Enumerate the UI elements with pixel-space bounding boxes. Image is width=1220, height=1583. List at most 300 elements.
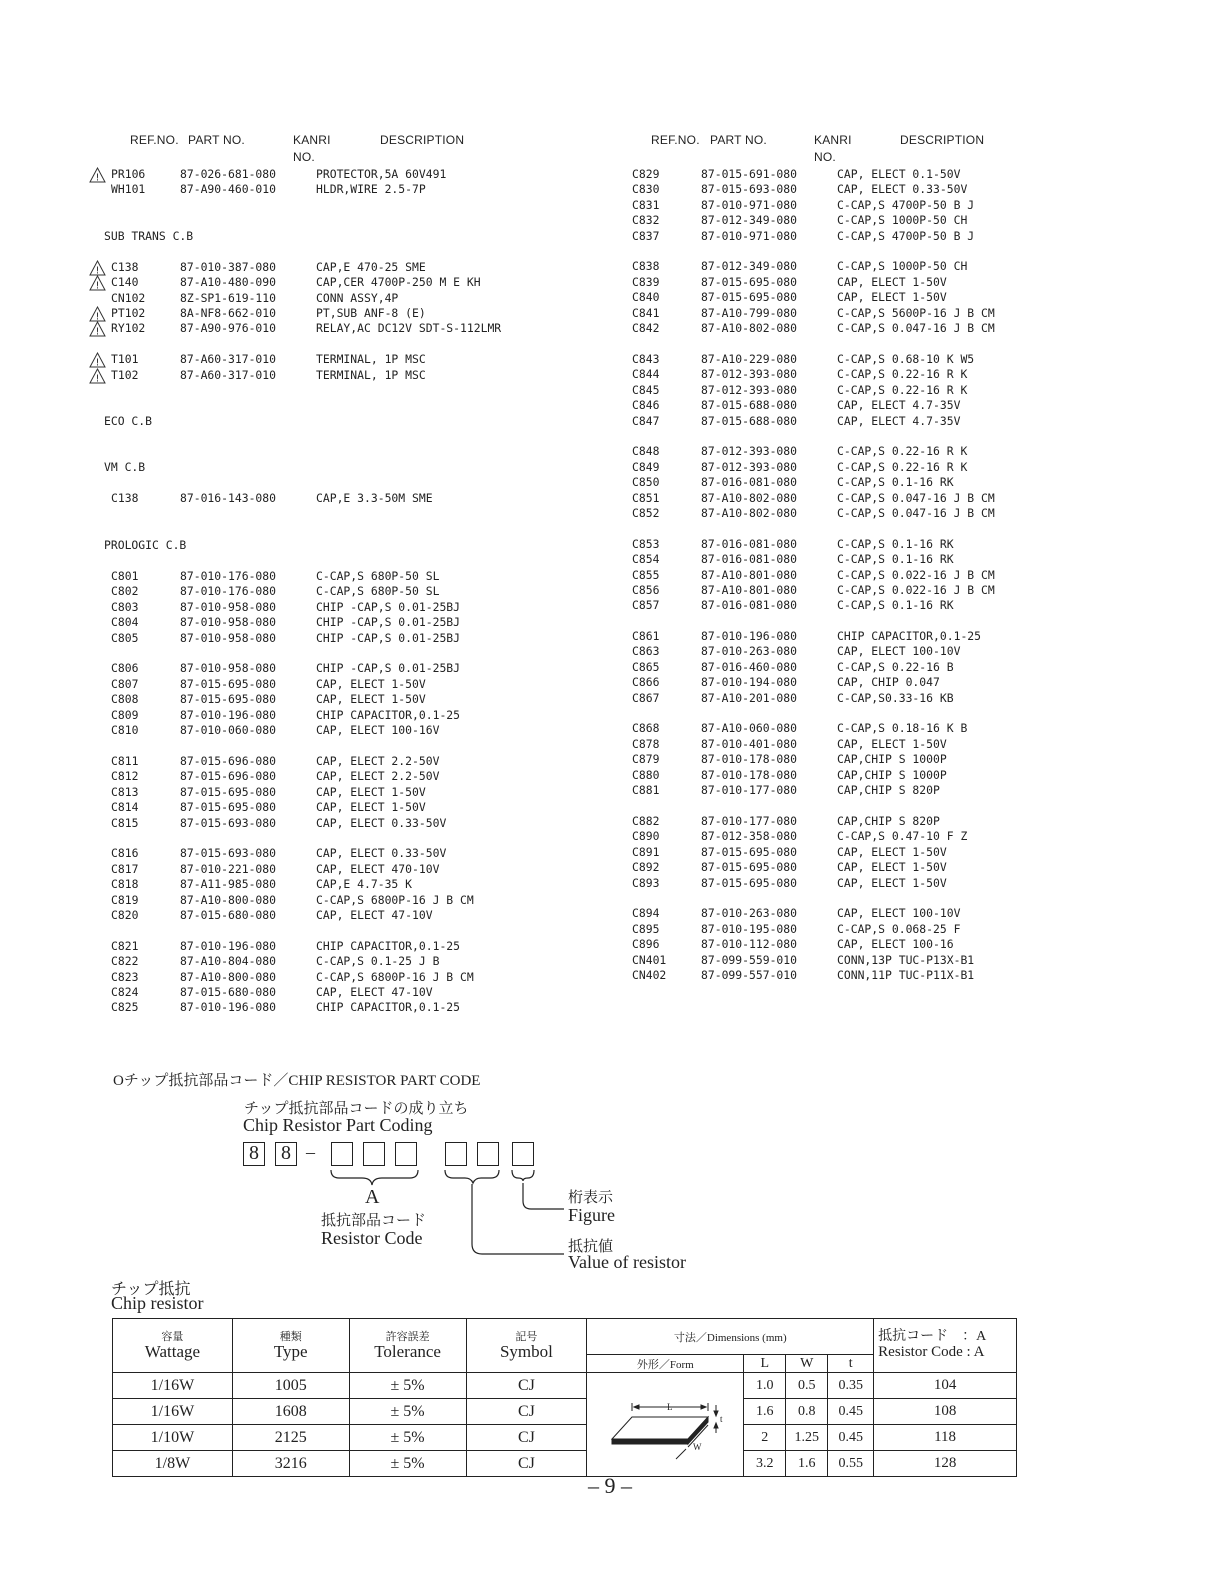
cell-wattage: 1/16W [113,1373,233,1399]
description: CAP, CHIP 0.047 [837,675,940,690]
part-no: 87-010-196-080 [180,707,277,722]
part-no: 87-010-176-080 [180,569,277,583]
type-en: Type [273,1341,308,1361]
description: CHIP CAPACITOR,0.1-25 [316,707,461,722]
header-kanri: KANRI [814,133,852,147]
part-no: 87-A10-804-080 [180,954,277,969]
svg-text:!: ! [95,265,100,276]
description: TERMINAL, 1P MSC [316,352,426,366]
ref-no: C837 [632,228,660,243]
description: CHIP CAPACITOR,0.1-25 [316,1000,461,1015]
description: CAP, ELECT 1-50V [837,875,947,890]
table-header-row [113,1319,1017,1355]
description: CHIP -CAP,S 0.01-25BJ [316,615,461,630]
cell-type: 3216 [232,1451,349,1477]
chip-form-drawing [590,1377,740,1467]
ref-no: C851 [632,490,660,505]
header-description: DESCRIPTION [900,133,985,147]
part-no: 87-010-196-080 [180,1000,277,1015]
ref-no: C890 [632,829,660,844]
ref-no: C844 [632,367,660,382]
part-no: 87-010-958-080 [180,615,277,630]
cell-tolerance: ± 5% [349,1425,466,1451]
part-no: 87-015-695-080 [701,274,798,289]
ref-no: WH101 [111,182,146,196]
cell-symbol: CJ [466,1399,587,1425]
symbol-en: Symbol [499,1341,553,1361]
ref-no: C891 [632,844,660,859]
header-kanri: KANRI [293,133,331,147]
description: C-CAP,S 4700P-50 B J [837,197,975,212]
cell-resistor-code: 128 [874,1451,1017,1477]
header-part-no: PART NO. [188,133,245,147]
chip-resistor-table [112,1318,1017,1477]
safety-warning-icon [89,321,106,337]
description: C-CAP,S 680P-50 SL [316,584,440,599]
header-ref-no: REF.NO. [651,133,700,147]
header-kanri-no: NO. [293,150,315,164]
part-no: 87-010-196-080 [701,629,798,643]
part-no: 87-099-557-010 [701,968,798,982]
ref-no: C816 [111,846,139,861]
description: C-CAP,S 0.1-16 RK [837,598,954,613]
part-no: 87-015-695-080 [180,800,277,815]
ref-no: C831 [632,197,660,212]
ref-no: C808 [111,692,139,707]
description: C-CAP,S 4700P-50 B J [837,228,975,243]
page-number: – 9 – [588,1473,632,1498]
ref-no: C820 [111,908,139,922]
description: C-CAP,S 0.068-25 F [837,921,961,936]
resistor-code-header-jp: 抵抗コード ：A [878,1329,987,1345]
safety-warning-icon [89,306,106,322]
ref-no: C850 [632,475,660,490]
part-no: 87-015-688-080 [701,413,798,428]
code-a-box-3 [395,1142,417,1166]
description: CAP,CHIP S 1000P [837,752,947,767]
ref-no: C866 [632,675,660,690]
description: CAP, ELECT 470-10V [316,861,440,876]
part-no: 87-A10-802-080 [701,490,798,505]
part-no: 87-015-695-080 [180,784,277,799]
part-no: 87-012-393-080 [701,382,798,397]
bracket-value [445,1170,499,1183]
description: C-CAP,S 0.022-16 J B CM [837,567,995,582]
part-no: 87-A60-317-010 [180,368,277,382]
part-no: 87-010-194-080 [701,675,798,690]
ref-no: C896 [632,937,660,952]
ref-no: C855 [632,567,660,582]
ref-no: C849 [632,459,660,474]
ref-no: T102 [111,368,139,382]
part-no: 87-A10-800-080 [180,892,277,907]
section-title-prologic: PROLOGIC C.B [104,538,187,552]
description: CAP, ELECT 1-50V [316,692,426,707]
part-no: 87-012-393-080 [701,459,798,474]
ref-no: C805 [111,630,139,645]
description: C-CAP,S 6800P-16 J B CM [316,969,474,984]
col-header-dimensions: 寸法／Dimensions (mm) [587,1319,874,1355]
part-no: 87-A90-460-010 [180,182,277,196]
ref-no: C801 [111,569,139,583]
description: C-CAP,S 1000P-50 CH [837,213,968,228]
description: CAP, ELECT 47-10V [316,984,433,999]
part-no: 87-A10-060-080 [701,721,798,736]
ref-no: C863 [632,644,660,659]
part-no: 8Z-SP1-619-110 [180,291,277,305]
ref-no: C881 [632,783,660,798]
ref-no: C868 [632,721,660,736]
table-row [113,1425,1017,1451]
part-no: 87-015-696-080 [180,753,277,768]
part-no: 87-015-696-080 [180,769,277,784]
part-no: 87-016-081-080 [701,536,798,551]
part-no: 87-A90-976-010 [180,321,277,335]
ref-no: T101 [111,352,139,366]
code-dash: – [306,1142,315,1162]
svg-text:W: W [693,1442,702,1452]
ref-no: C852 [632,506,660,520]
ref-no: C813 [111,784,139,799]
description: CAP, ELECT 4.7-35V [837,398,961,413]
part-no: 87-015-693-080 [180,846,277,861]
description: C-CAP,S 0.1-25 J B [316,954,440,969]
part-no: 87-012-349-080 [701,213,798,228]
ref-no: CN401 [632,952,667,967]
description: CHIP CAPACITOR,0.1-25 [837,629,982,643]
ref-no: C830 [632,182,660,197]
col-header-tolerance [349,1319,466,1373]
part-no: 87-016-143-080 [180,491,277,505]
ref-no: C811 [111,753,139,768]
part-no: 87-010-263-080 [701,644,798,659]
description: C-CAP,S 0.47-10 F Z [837,829,968,844]
part-no: 87-A10-802-080 [701,506,798,520]
part-no: 87-010-176-080 [180,584,277,599]
part-no: 87-016-081-080 [701,552,798,567]
ref-no: C819 [111,892,139,907]
part-no: 87-016-081-080 [701,475,798,490]
description: RELAY,AC DC12V SDT-S-112LMR [316,321,502,335]
svg-text:!: ! [95,280,100,291]
ref-no: C138 [111,491,139,505]
ref-no: C857 [632,598,660,613]
resistor-code-jp: 抵抗部品コード [321,1213,427,1229]
part-no: 87-016-081-080 [701,598,798,613]
description: C-CAP,S 0.22-16 B [837,659,954,674]
section-title-eco: ECO C.B [104,414,153,428]
ref-no: C882 [632,813,660,828]
cell-w: 0.5 [786,1373,828,1399]
col-header-resistor-code [874,1319,1017,1373]
description: HLDR,WIRE 2.5-7P [316,182,426,196]
description: CONN,11P TUC-P11X-B1 [837,968,975,982]
cell-type: 1608 [232,1399,349,1425]
bracket-resistor-code [331,1170,418,1185]
ref-no: C856 [632,582,660,597]
col-header-w: W [786,1355,828,1373]
description: CAP, ELECT 4.7-35V [837,413,961,428]
ref-no: C845 [632,382,660,397]
header-ref-no: REF.NO. [130,133,179,147]
part-no: 8A-NF8-662-010 [180,306,277,320]
ref-no: C867 [632,690,660,705]
part-no: 87-010-971-080 [701,228,798,243]
ref-no: C853 [632,536,660,551]
description: CAP, ELECT 1-50V [316,676,426,691]
safety-warning-icon [89,275,106,291]
ref-no: C842 [632,321,660,336]
cell-resistor-code: 104 [874,1373,1017,1399]
part-no: 87-010-263-080 [701,906,798,921]
part-no: 87-012-349-080 [701,259,798,274]
cell-resistor-code: 118 [874,1425,1017,1451]
col-header-wattage [113,1319,233,1373]
cell-w: 1.6 [786,1451,828,1477]
cell-w: 0.8 [786,1399,828,1425]
ref-no: C892 [632,860,660,875]
part-no: 87-026-681-080 [180,167,277,181]
description: C-CAP,S 0.022-16 J B CM [837,582,995,597]
ref-no: C829 [632,167,660,181]
part-no: 87-010-958-080 [180,599,277,614]
description: CONN,13P TUC-P13X-B1 [837,952,975,967]
part-no: 87-010-387-080 [180,260,277,274]
resistor-code-en: Resistor Code [321,1228,423,1248]
table-row [113,1399,1017,1425]
part-no: 87-010-221-080 [180,861,277,876]
description: CAP, ELECT 100-16 [837,937,954,952]
ref-no: C822 [111,954,139,969]
description: CAP, ELECT 1-50V [837,736,947,751]
ref-no: C894 [632,906,660,921]
description: C-CAP,S 0.1-16 RK [837,475,954,490]
col-header-type [232,1319,349,1373]
ref-no: C803 [111,599,139,614]
description: C-CAP,S 0.22-16 R K [837,382,968,397]
ref-no: C839 [632,274,660,289]
header-part-no: PART NO. [710,133,767,147]
part-no: 87-010-196-080 [180,938,277,953]
description: CAP, ELECT 0.33-50V [316,846,447,861]
ref-no: C854 [632,552,660,567]
part-no: 87-015-695-080 [180,676,277,691]
part-no: 87-010-177-080 [701,813,798,828]
code-value-box-1 [445,1142,467,1166]
description: CAP, ELECT 100-10V [837,644,961,659]
description: C-CAP,S 6800P-16 J B CM [316,892,474,907]
description: CAP, ELECT 1-50V [837,274,947,289]
ref-no: C847 [632,413,660,428]
description: CAP,CHIP S 1000P [837,767,947,782]
ref-no: C824 [111,984,139,999]
ref-no: C821 [111,938,139,953]
description: C-CAP,S 0.22-16 R K [837,459,968,474]
cell-symbol: CJ [466,1425,587,1451]
description: CONN ASSY,4P [316,291,399,305]
cell-resistor-code: 108 [874,1399,1017,1425]
ref-no: CN402 [632,968,667,982]
description: CAP,E 3.3-50M SME [316,491,433,505]
ref-no: C812 [111,769,139,784]
part-no: 87-015-693-080 [180,815,277,830]
part-no: 87-015-688-080 [701,398,798,413]
cell-wattage: 1/16W [113,1399,233,1425]
cell-t: 0.45 [828,1399,874,1425]
description: CAP, ELECT 47-10V [316,908,433,922]
ref-no: PT102 [111,306,146,320]
tolerance-en: Tolerance [374,1341,441,1361]
col-header-form: 外形／Form [587,1355,744,1373]
description: C-CAP,S 0.047-16 J B CM [837,321,995,336]
svg-text:!: ! [95,172,100,183]
description: CAP, ELECT 0.33-50V [316,815,447,830]
svg-text:!: ! [95,373,100,384]
ref-no: C140 [111,275,139,289]
description: CAP, ELECT 100-10V [837,906,961,921]
safety-warning-icon [89,368,106,384]
ref-no: C804 [111,615,139,630]
description: CAP, ELECT 1-50V [316,784,426,799]
ref-no: C806 [111,661,139,676]
description: CAP, ELECT 0.33-50V [837,182,968,197]
part-no: 87-010-971-080 [701,197,798,212]
ref-no: C879 [632,752,660,767]
description: CAP,E 470-25 SME [316,260,426,274]
description: C-CAP,S 0.047-16 J B CM [837,506,995,520]
part-no: 87-A10-229-080 [701,351,798,366]
ref-no: C861 [632,629,660,643]
description: CHIP CAPACITOR,0.1-25 [316,938,461,953]
part-no: 87-010-401-080 [701,736,798,751]
description: CAP, ELECT 1-50V [837,844,947,859]
coding-title-jp: チップ抵抗部品コードの成り立ち [244,1101,469,1117]
chip-resistor-title: Oチップ抵抗部品コード／CHIP RESISTOR PART CODE [113,1073,481,1089]
cell-l: 3.2 [744,1451,786,1477]
description: TERMINAL, 1P MSC [316,368,426,382]
description: C-CAP,S 0.22-16 R K [837,367,968,382]
code-a-box-1 [331,1142,353,1166]
description: CAP, ELECT 0.1-50V [837,167,961,181]
ref-no: C893 [632,875,660,890]
ref-no: C138 [111,260,139,274]
part-no: 87-015-693-080 [701,182,798,197]
part-no: 87-A10-799-080 [701,305,798,320]
col-header-symbol [466,1319,587,1373]
ref-no: C895 [632,921,660,936]
cell-type: 1005 [232,1373,349,1399]
description: C-CAP,S 0.1-16 RK [837,536,954,551]
part-no: 87-010-060-080 [180,723,277,738]
ref-no: C840 [632,290,660,305]
ref-no: C818 [111,877,139,892]
part-no: 87-012-393-080 [701,444,798,459]
part-no: 87-A60-317-010 [180,352,277,366]
ref-no: C802 [111,584,139,599]
ref-no: C843 [632,351,660,366]
part-no: 87-010-178-080 [701,752,798,767]
part-no: 87-012-393-080 [701,367,798,382]
figure-jp: 桁表示 [568,1190,614,1206]
part-no: 87-015-695-080 [701,875,798,890]
ref-no: C810 [111,723,139,738]
description: CAP, ELECT 2.2-50V [316,769,440,784]
part-no: 87-A10-800-080 [180,969,277,984]
code-a-box-2 [363,1142,385,1166]
description: C-CAP,S 0.047-16 J B CM [837,490,995,505]
part-no: 87-015-695-080 [701,290,798,305]
cell-symbol: CJ [466,1451,587,1477]
part-no: 87-A11-985-080 [180,877,277,892]
description: CAP, ELECT 1-50V [316,800,426,815]
figure-en: Figure [568,1205,615,1225]
wattage-jp: 容量 [161,1330,184,1343]
description: PT,SUB ANF-8 (E) [316,306,426,320]
part-no: 87-A10-480-090 [180,275,277,289]
ref-no: C817 [111,861,139,876]
svg-text:!: ! [95,311,100,322]
table-row [113,1373,1017,1399]
part-no: 87-015-691-080 [701,167,798,181]
part-no: 87-016-460-080 [701,659,798,674]
ref-no: C809 [111,707,139,722]
section-title-sub-trans: SUB TRANS C.B [104,229,194,243]
code-figure-box [512,1142,534,1166]
description: C-CAP,S 1000P-50 CH [837,259,968,274]
cell-l: 2 [744,1425,786,1451]
code-digit-box-2: 8 [275,1142,297,1166]
description: CAP, ELECT 100-16V [316,723,440,738]
svg-text:!: ! [95,326,100,337]
cell-wattage: 1/10W [113,1425,233,1451]
part-no: 87-010-958-080 [180,661,277,676]
ref-no: CN102 [111,291,146,305]
part-no: 87-015-695-080 [701,844,798,859]
part-no: 87-010-112-080 [701,937,798,952]
cell-w: 1.25 [786,1425,828,1451]
description: C-CAP,S 0.18-16 K B [837,721,968,736]
description: CAP,E 4.7-35 K [316,877,413,892]
part-no: 87-010-177-080 [701,783,798,798]
header-description: DESCRIPTION [380,133,465,147]
leader-value [472,1184,564,1254]
a-label: A [365,1186,380,1208]
ref-no: C878 [632,736,660,751]
description: CHIP -CAP,S 0.01-25BJ [316,630,461,645]
wattage-en: Wattage [144,1341,201,1361]
code-value-box-2 [477,1142,499,1166]
chip-resistor-jp: チップ抵抗 [111,1281,191,1298]
part-no: 87-A10-801-080 [701,582,798,597]
ref-no: C841 [632,305,660,320]
cell-tolerance: ± 5% [349,1451,466,1477]
part-no: 87-099-559-010 [701,952,798,967]
cell-l: 1.0 [744,1373,786,1399]
description: CAP,CHIP S 820P [837,813,940,828]
part-no: 87-015-695-080 [180,692,277,707]
part-no: 87-A10-201-080 [701,690,798,705]
header-kanri-no: NO. [814,150,836,164]
cell-l: 1.6 [744,1399,786,1425]
description: C-CAP,S0.33-16 KB [837,690,954,705]
col-header-t: t [828,1355,874,1373]
ref-no: C880 [632,767,660,782]
safety-warning-icon [89,260,106,276]
svg-text:L: L [667,1402,673,1412]
ref-no: C815 [111,815,139,830]
description: CAP, ELECT 1-50V [837,860,947,875]
ref-no: C865 [632,659,660,674]
